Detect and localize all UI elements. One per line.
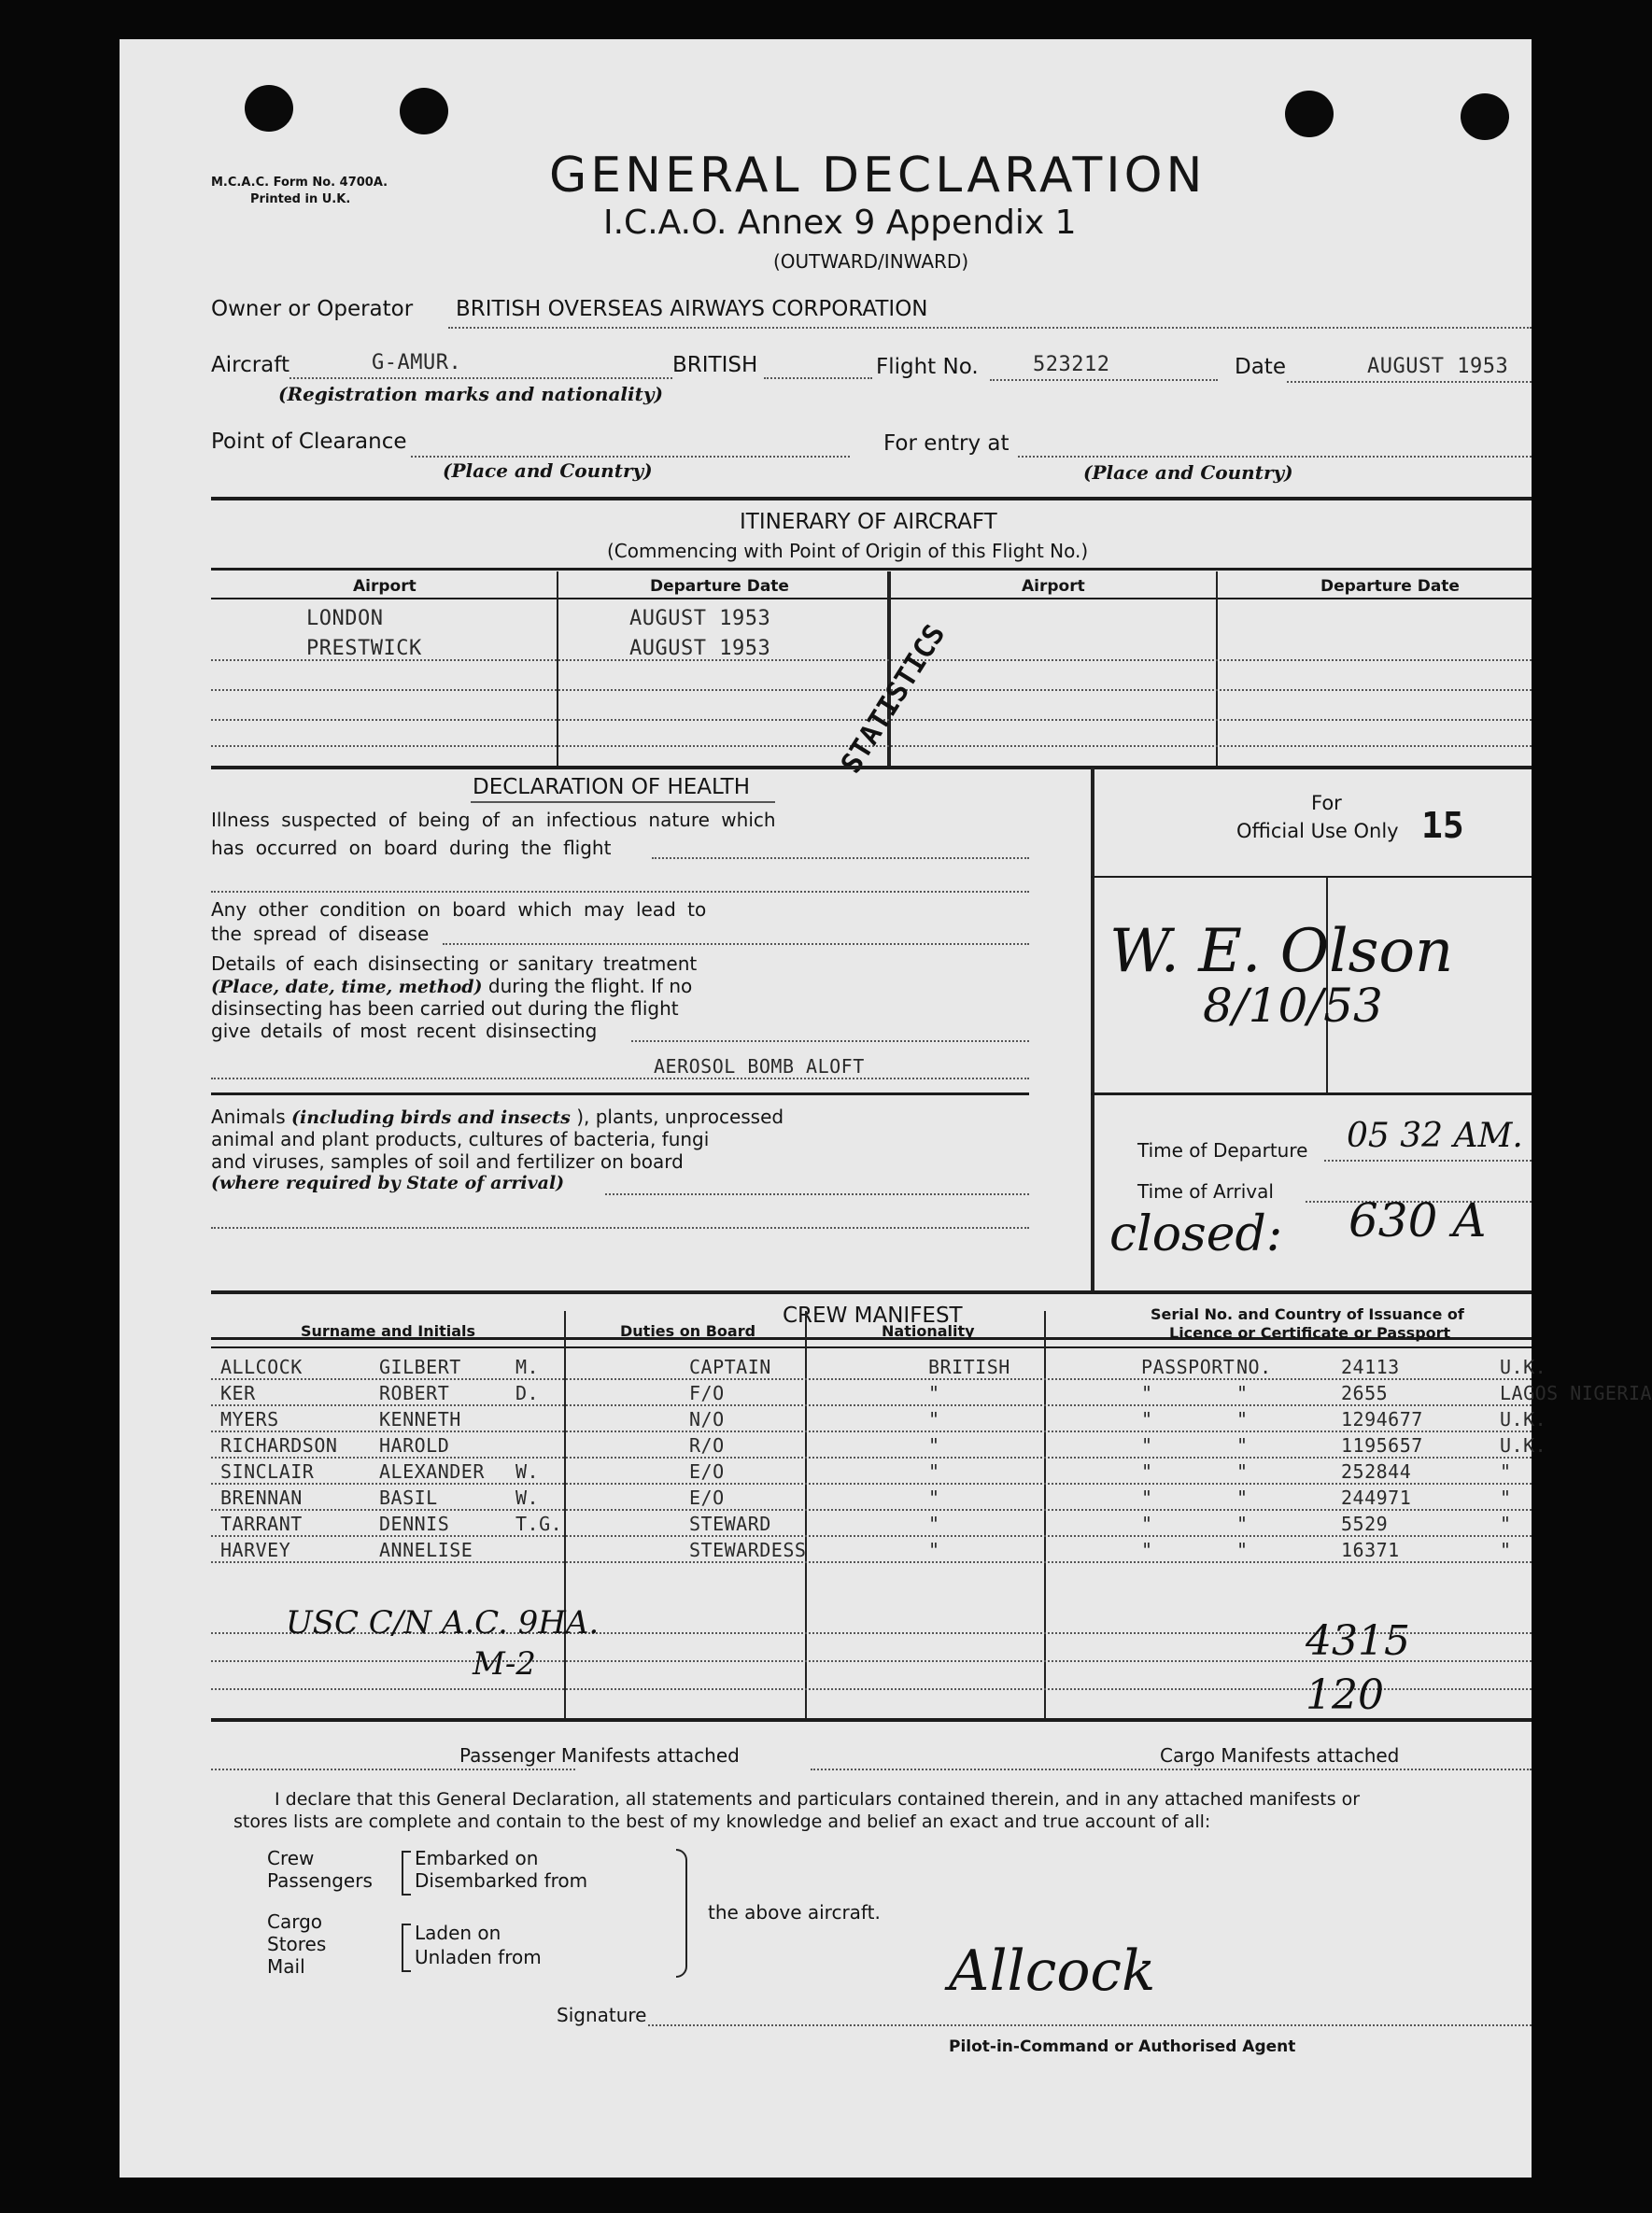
owner-dotline bbox=[448, 327, 1532, 329]
crew-given-name: ALEXANDER bbox=[379, 1460, 485, 1483]
declaration-line-1: I declare that this General Declaration, all statements and particulars contained therein, and in any attached manifests or bbox=[275, 1789, 1361, 1810]
crew-duty: R/O bbox=[689, 1434, 725, 1457]
clearance-place-note: (Place and Country) bbox=[443, 459, 653, 482]
itinerary-vline bbox=[1216, 571, 1218, 768]
entry-dotline bbox=[1018, 456, 1532, 458]
crew-document-number: 252844 bbox=[1341, 1460, 1412, 1483]
crew-row-dotline bbox=[211, 1561, 1532, 1563]
crew-duty: N/O bbox=[689, 1408, 725, 1431]
animals-a: Animals bbox=[211, 1106, 286, 1128]
crew-surname: TARRANT bbox=[220, 1513, 303, 1535]
crew-row bbox=[120, 1382, 1652, 1408]
nationality-value: BRITISH bbox=[672, 353, 758, 377]
date-value: AUGUST 1953 bbox=[1367, 355, 1509, 378]
crew-col-licence: Licence or Certificate or Passport bbox=[1169, 1324, 1451, 1342]
details-dotline bbox=[631, 1040, 1029, 1042]
crew-issuing-country: U.K. bbox=[1500, 1434, 1547, 1457]
crew-given-name: GILBERT bbox=[379, 1356, 461, 1378]
itinerary-vline bbox=[557, 571, 558, 768]
crew-initials: M. bbox=[515, 1356, 540, 1378]
crew-row bbox=[120, 1356, 1547, 1382]
crew-document: " bbox=[1141, 1460, 1153, 1483]
crew-duty: CAPTAIN bbox=[689, 1356, 771, 1378]
health-divider bbox=[211, 1092, 1029, 1095]
form-subtitle: I.C.A.O. Annex 9 Appendix 1 bbox=[603, 204, 1077, 242]
crew-initials: T.G. bbox=[515, 1513, 563, 1535]
animals-italic: (including birds and insects bbox=[291, 1107, 571, 1128]
crew-col-rule bbox=[211, 1346, 1532, 1348]
signature-label: Signature bbox=[557, 2004, 647, 2026]
departure-dotline bbox=[1324, 1160, 1532, 1162]
closed-note: closed: bbox=[1109, 1206, 1283, 1262]
itin-col-date-1: Departure Date bbox=[650, 577, 789, 596]
crew-row bbox=[120, 1539, 1532, 1565]
crew-given-name: DENNIS bbox=[379, 1513, 450, 1535]
crew-duty: F/O bbox=[689, 1382, 725, 1404]
itinerary-title: ITINERARY OF AIRCRAFT bbox=[740, 510, 997, 534]
crew-duty: E/O bbox=[689, 1460, 725, 1483]
crew-label: Crew bbox=[267, 1847, 315, 1869]
crew-surname: KER bbox=[220, 1382, 256, 1404]
crew-issuing-country: U.K. bbox=[1500, 1356, 1547, 1378]
unladen-label: Unladen from bbox=[415, 1946, 542, 1968]
punch-hole bbox=[400, 88, 448, 134]
crew-document-type: " bbox=[1236, 1513, 1249, 1535]
crew-document-type: " bbox=[1236, 1460, 1249, 1483]
crew-document-number: 24113 bbox=[1341, 1356, 1400, 1378]
crew-document-type: NO. bbox=[1236, 1356, 1272, 1378]
other-dotline bbox=[443, 943, 1029, 945]
crew-initials: W. bbox=[515, 1460, 540, 1483]
crew-issuing-country: LAGOS NIGERIA bbox=[1500, 1382, 1652, 1404]
passenger-dotline bbox=[211, 1769, 575, 1770]
crew-given-name: HAROLD bbox=[379, 1434, 450, 1457]
embarked-label: Embarked on bbox=[415, 1847, 539, 1869]
crew-initials: D. bbox=[515, 1382, 540, 1404]
bracket-right bbox=[676, 1849, 687, 1978]
details-text-2 bbox=[211, 975, 692, 997]
cargo-label: Cargo bbox=[267, 1910, 323, 1933]
divider bbox=[211, 766, 1532, 769]
details-italic: (Place, date, time, method) bbox=[211, 977, 483, 997]
owner-label: Owner or Operator bbox=[211, 297, 414, 321]
official-rule bbox=[1091, 876, 1532, 878]
crew-row-dotline bbox=[211, 1378, 1532, 1380]
crew-note-right-2: 120 bbox=[1306, 1671, 1384, 1719]
other-text-2: the spread of disease bbox=[211, 923, 430, 945]
itinerary-airport: LONDON bbox=[306, 607, 384, 630]
crew-initials: W. bbox=[515, 1487, 540, 1509]
crew-given-name: ROBERT bbox=[379, 1382, 450, 1404]
flight-dotline bbox=[990, 379, 1218, 381]
crew-col-surname: Surname and Initials bbox=[301, 1322, 476, 1340]
animals-b: ), plants, unprocessed bbox=[576, 1106, 784, 1128]
crew-nationality: " bbox=[928, 1408, 940, 1431]
illness-dotline bbox=[652, 857, 1029, 859]
aircraft-dotline bbox=[289, 377, 672, 379]
details-text-4: give details of most recent disinsecting bbox=[211, 1020, 598, 1042]
itinerary-date: AUGUST 1953 bbox=[629, 637, 771, 660]
official-rule-2 bbox=[1091, 1092, 1532, 1095]
details-rest: during the flight. If no bbox=[487, 975, 693, 997]
crew-nationality: " bbox=[928, 1460, 940, 1483]
crew-document-type: " bbox=[1236, 1539, 1249, 1561]
animals-text-4: (where required by State of arrival) bbox=[211, 1173, 565, 1193]
crew-duty: STEWARD bbox=[689, 1513, 771, 1535]
above-aircraft: the above aircraft. bbox=[708, 1901, 881, 1924]
crew-issuing-country: " bbox=[1500, 1513, 1512, 1535]
crew-row bbox=[120, 1434, 1547, 1460]
crew-note-2: M-2 bbox=[473, 1645, 536, 1683]
animals-dotline bbox=[605, 1193, 1029, 1195]
stores-label: Stores bbox=[267, 1933, 327, 1955]
official-number: 15 bbox=[1421, 805, 1464, 846]
crew-note-1: USC C/N A.C. 9HA. bbox=[286, 1604, 600, 1642]
disembarked-label: Disembarked from bbox=[415, 1869, 588, 1892]
crew-row-dotline bbox=[211, 1404, 1532, 1406]
crew-document: " bbox=[1141, 1487, 1153, 1509]
itin-col-airport-1: Airport bbox=[353, 577, 417, 596]
itinerary-dotline bbox=[211, 689, 1532, 691]
crew-document-type: " bbox=[1236, 1382, 1249, 1404]
itinerary-col-rule bbox=[211, 598, 1532, 599]
crew-surname: SINCLAIR bbox=[220, 1460, 315, 1483]
crew-document: " bbox=[1141, 1513, 1153, 1535]
declaration-line-2: stores lists are complete and contain to the best of my knowledge and belief an exact and true account of all: bbox=[233, 1811, 1211, 1832]
statistics-stamp: STATISTICS bbox=[835, 618, 953, 780]
departure-value: 05 32 AM. bbox=[1347, 1117, 1523, 1155]
printed-note: Printed in U.K. bbox=[250, 192, 351, 206]
crew-surname: RICHARDSON bbox=[220, 1434, 338, 1457]
crew-document-type: " bbox=[1236, 1487, 1249, 1509]
punch-hole bbox=[1285, 91, 1334, 137]
crew-surname: HARVEY bbox=[220, 1539, 291, 1561]
itinerary-airport: PRESTWICK bbox=[306, 637, 422, 660]
crew-row bbox=[120, 1513, 1532, 1539]
divider bbox=[211, 497, 1532, 500]
animals-text-2: animal and plant products, cultures of bacteria, fungi bbox=[211, 1128, 710, 1150]
punch-hole bbox=[245, 85, 293, 132]
illness-text-2: has occurred on board during the flight bbox=[211, 837, 612, 859]
illness-text-1: Illness suspected of being of an infectious nature which bbox=[211, 809, 776, 831]
aircraft-label: Aircraft bbox=[211, 353, 289, 377]
official-sig-date: 8/10/53 bbox=[1203, 979, 1383, 1033]
crew-nationality: " bbox=[928, 1434, 940, 1457]
official-for: For bbox=[1311, 792, 1342, 814]
crew-issuing-country: " bbox=[1500, 1539, 1512, 1561]
clearance-dotline bbox=[411, 456, 850, 458]
form-direction: (OUTWARD/INWARD) bbox=[773, 250, 969, 273]
pilot-note: Pilot-in-Command or Authorised Agent bbox=[949, 2037, 1296, 2056]
registration-note: (Registration marks and nationality) bbox=[278, 383, 663, 405]
crew-row bbox=[120, 1487, 1532, 1513]
arrival-value: 630 A bbox=[1348, 1193, 1487, 1247]
details-text-3: disinsecting has been carried out during the flight bbox=[211, 997, 679, 1020]
form-number: M.C.A.C. Form No. 4700A. bbox=[211, 176, 388, 190]
crew-duty: E/O bbox=[689, 1487, 725, 1509]
crew-given-name: BASIL bbox=[379, 1487, 438, 1509]
crew-title: CREW MANIFEST bbox=[783, 1304, 963, 1328]
illness-dotline-2 bbox=[211, 891, 1029, 893]
declaration-form bbox=[120, 39, 1652, 2178]
crew-document-number: 244971 bbox=[1341, 1487, 1412, 1509]
crew-document: " bbox=[1141, 1408, 1153, 1431]
crew-nationality: " bbox=[928, 1513, 940, 1535]
crew-document: PASSPORT bbox=[1141, 1356, 1235, 1378]
health-title-underline bbox=[471, 801, 775, 803]
signature-value: Allcock bbox=[949, 1938, 1156, 2004]
passengers-label: Passengers bbox=[267, 1869, 373, 1892]
aircraft-value: G-AMUR. bbox=[372, 351, 462, 374]
crew-document-number: 5529 bbox=[1341, 1513, 1389, 1535]
crew-given-name: ANNELISE bbox=[379, 1539, 473, 1561]
departure-label: Time of Departure bbox=[1137, 1139, 1308, 1162]
itinerary-subtitle: (Commencing with Point of Origin of this Flight No.) bbox=[607, 540, 1089, 562]
crew-note-right-1: 4315 bbox=[1306, 1617, 1410, 1665]
other-text-1: Any other condition on board which may lead to bbox=[211, 898, 707, 921]
cargo-manifests: Cargo Manifests attached bbox=[1160, 1744, 1400, 1767]
crew-nationality: " bbox=[928, 1487, 940, 1509]
crew-row-dotline bbox=[211, 1509, 1532, 1511]
official-signature: W. E. Olson bbox=[1109, 917, 1454, 986]
date-dotline bbox=[1287, 381, 1532, 383]
owner-value: BRITISH OVERSEAS AIRWAYS CORPORATION bbox=[456, 297, 928, 321]
official-vline bbox=[1091, 768, 1094, 1290]
divider bbox=[211, 1718, 1532, 1722]
crew-issuing-country: " bbox=[1500, 1487, 1512, 1509]
crew-nationality: " bbox=[928, 1382, 940, 1404]
crew-col-serial: Serial No. and Country of Issuance of bbox=[1151, 1305, 1464, 1323]
disinsect-value: AEROSOL BOMB ALOFT bbox=[654, 1055, 865, 1078]
crew-surname: ALLCOCK bbox=[220, 1356, 303, 1378]
signature-dotline bbox=[648, 2024, 1532, 2026]
crew-row-dotline bbox=[211, 1457, 1532, 1459]
crew-row-dotline bbox=[211, 1431, 1532, 1432]
passenger-manifests: Passenger Manifests attached bbox=[459, 1744, 740, 1767]
flight-value: 523212 bbox=[1033, 353, 1110, 376]
cargo-dotline bbox=[811, 1769, 1532, 1770]
crew-document-type: " bbox=[1236, 1408, 1249, 1431]
bracket-embark bbox=[402, 1851, 411, 1896]
animals-text-1 bbox=[211, 1106, 784, 1128]
crew-issuing-country: " bbox=[1500, 1460, 1512, 1483]
disinsect-dotline bbox=[211, 1078, 1029, 1079]
crew-given-name: KENNETH bbox=[379, 1408, 461, 1431]
crew-nationality: " bbox=[928, 1539, 940, 1561]
form-title: GENERAL DECLARATION bbox=[549, 148, 1207, 204]
crew-duty: STEWARDESS bbox=[689, 1539, 807, 1561]
animals-dotline-2 bbox=[211, 1227, 1029, 1229]
crew-row-dotline bbox=[211, 1535, 1532, 1537]
crew-document-number: 2655 bbox=[1341, 1382, 1389, 1404]
itin-col-date-2: Departure Date bbox=[1320, 577, 1460, 596]
clearance-label: Point of Clearance bbox=[211, 430, 407, 454]
laden-label: Laden on bbox=[415, 1922, 501, 1944]
crew-surname: BRENNAN bbox=[220, 1487, 303, 1509]
crew-col-nationality: Nationality bbox=[882, 1322, 975, 1340]
crew-row-dotline bbox=[211, 1483, 1532, 1485]
nationality-dotline bbox=[764, 377, 872, 379]
entry-label: For entry at bbox=[883, 431, 1010, 456]
crew-document: " bbox=[1141, 1382, 1153, 1404]
crew-document-number: 1294677 bbox=[1341, 1408, 1423, 1431]
crew-document-number: 1195657 bbox=[1341, 1434, 1423, 1457]
entry-place-note: (Place and Country) bbox=[1083, 461, 1293, 484]
punch-hole bbox=[1461, 93, 1509, 140]
details-text-1: Details of each disinsecting or sanitary treatment bbox=[211, 952, 698, 975]
animals-text-3: and viruses, samples of soil and fertilizer on board bbox=[211, 1150, 684, 1173]
crew-issuing-country: U.K. bbox=[1500, 1408, 1547, 1431]
crew-row bbox=[120, 1408, 1547, 1434]
mail-label: Mail bbox=[267, 1955, 305, 1978]
crew-document: " bbox=[1141, 1434, 1153, 1457]
bracket-laden bbox=[402, 1924, 411, 1972]
itinerary-header-rule bbox=[211, 568, 1532, 571]
date-label: Date bbox=[1235, 355, 1286, 379]
official-use: Official Use Only bbox=[1236, 820, 1399, 842]
itinerary-date: AUGUST 1953 bbox=[629, 607, 771, 630]
crew-nationality: BRITISH bbox=[928, 1356, 1010, 1378]
health-title: DECLARATION OF HEALTH bbox=[473, 775, 751, 799]
arrival-label: Time of Arrival bbox=[1137, 1180, 1274, 1203]
crew-row bbox=[120, 1460, 1532, 1487]
crew-document-number: 16371 bbox=[1341, 1539, 1400, 1561]
itin-col-airport-2: Airport bbox=[1022, 577, 1085, 596]
crew-col-duties: Duties on Board bbox=[620, 1322, 756, 1340]
crew-document-type: " bbox=[1236, 1434, 1249, 1457]
divider bbox=[211, 1290, 1532, 1294]
crew-surname: MYERS bbox=[220, 1408, 279, 1431]
flight-label: Flight No. bbox=[876, 355, 979, 379]
crew-document: " bbox=[1141, 1539, 1153, 1561]
